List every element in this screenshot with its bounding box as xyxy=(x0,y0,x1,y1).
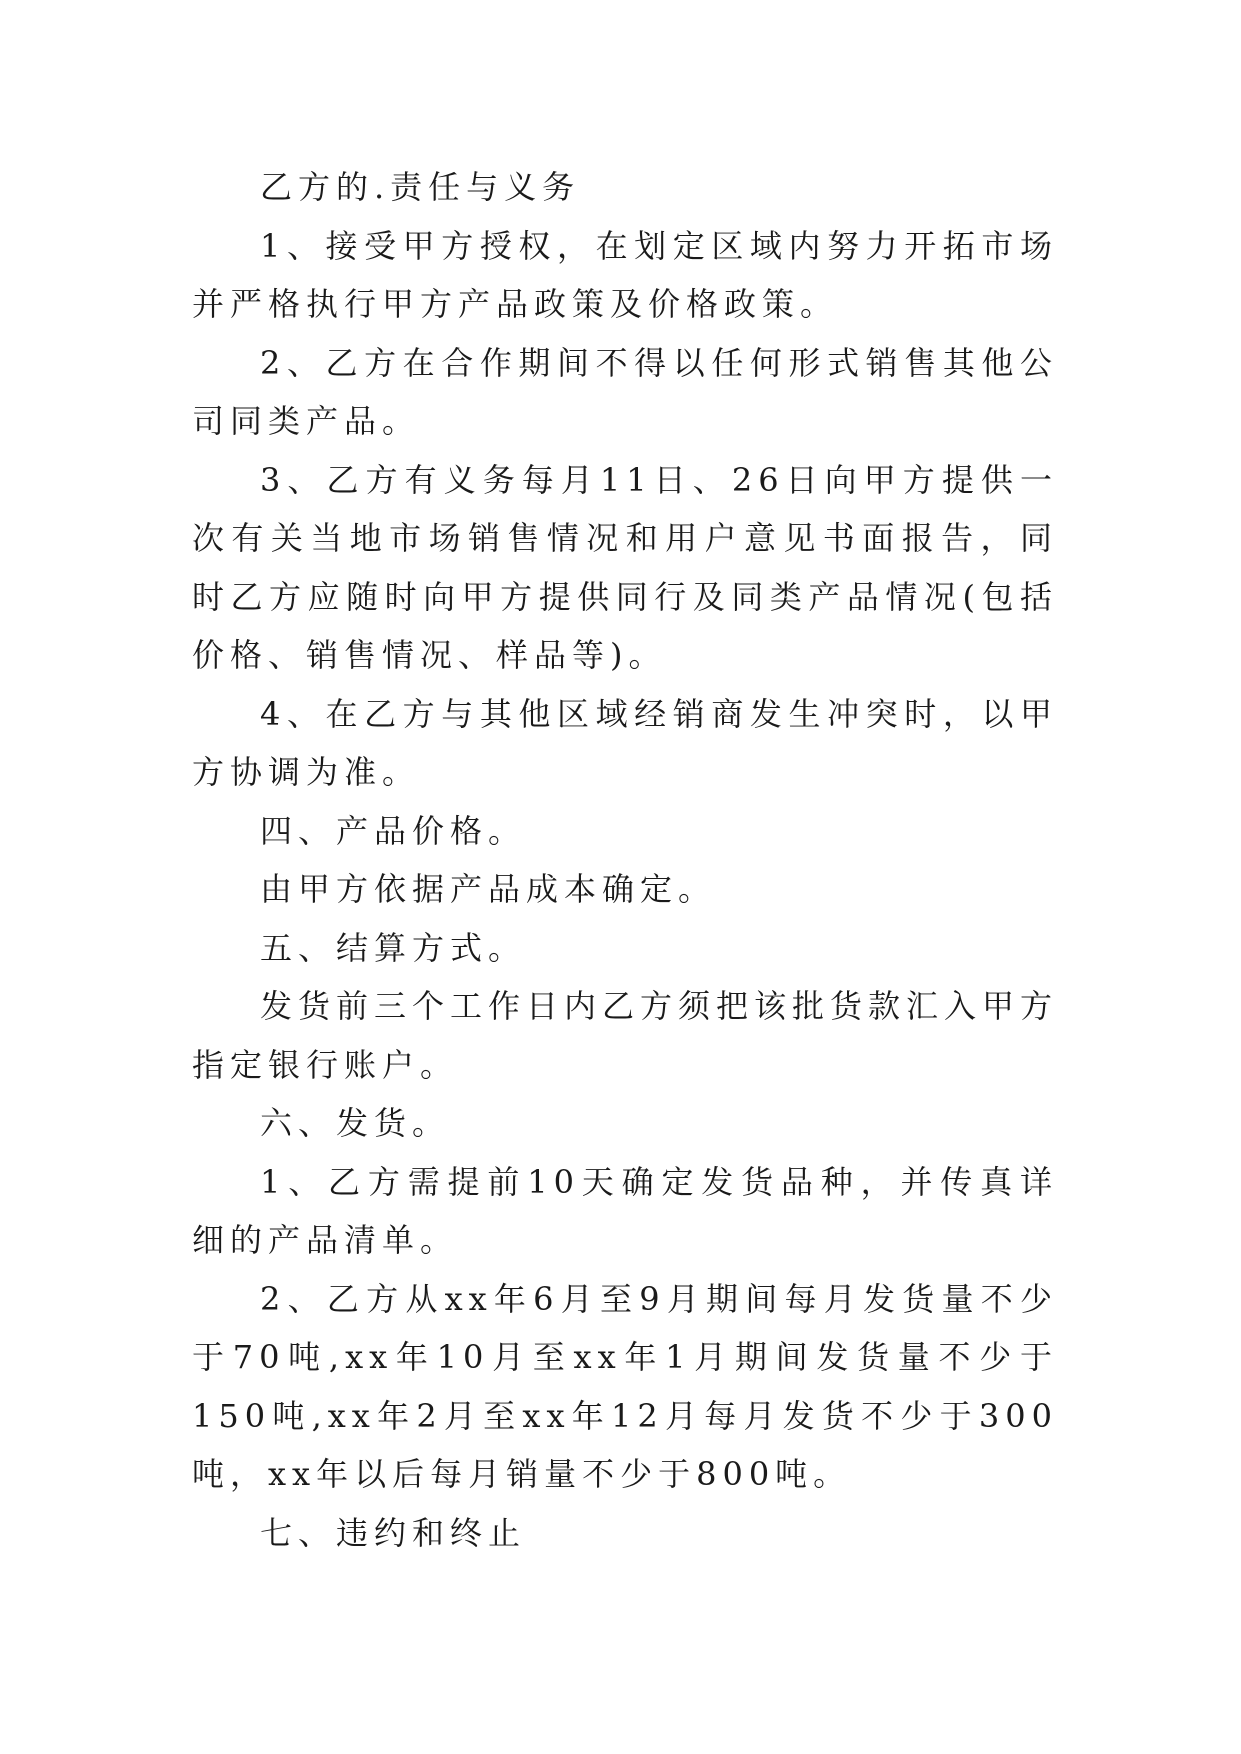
clause-1-authorization: 1、接受甲方授权，在划定区域内努力开拓市场并严格执行甲方产品政策及价格政策。 xyxy=(192,226,1058,323)
section-heading-settlement: 五、结算方式。 xyxy=(260,928,527,967)
product-price-text: 由甲方依据产品成本确定。 xyxy=(260,870,717,908)
section-heading-party-b-duties: 乙方的.责任与义务 xyxy=(260,168,581,206)
section-heading-breach-termination: 七、违约和终止 xyxy=(260,1513,527,1552)
section-heading-shipping: 六、发货。 xyxy=(260,1104,451,1142)
shipping-clause-2: 2、乙方从xx年6月至9月期间每月发货量不少于70吨,xx年10月至xx年1月期间发货量不少于150吨,xx年2月至xx年12月每月发货不少于300吨，xx年以后每月销量不少于800吨。 xyxy=(192,1279,1058,1493)
document-body xyxy=(192,158,1058,1562)
settlement-text: 发货前三个工作日内乙方须把该批货款汇入甲方指定银行账户。 xyxy=(192,987,1059,1084)
clause-3-market-reports: 3、乙方有义务每月11日、26日向甲方提供一次有关当地市场销售情况和用户意见书面报告，同时乙方应随时向甲方提供同行及同类产品情况(包括价格、销售情况、样品等)。 xyxy=(192,460,1058,674)
clause-4-conflict-resolution: 4、在乙方与其他区域经销商发生冲突时，以甲方协调为准。 xyxy=(192,694,1058,791)
clause-2-no-competing-products: 2、乙方在合作期间不得以任何形式销售其他公司同类产品。 xyxy=(192,343,1058,440)
section-heading-product-price: 四、产品价格。 xyxy=(260,811,527,850)
shipping-clause-1: 1、乙方需提前10天确定发货品种，并传真详细的产品清单。 xyxy=(192,1162,1058,1259)
